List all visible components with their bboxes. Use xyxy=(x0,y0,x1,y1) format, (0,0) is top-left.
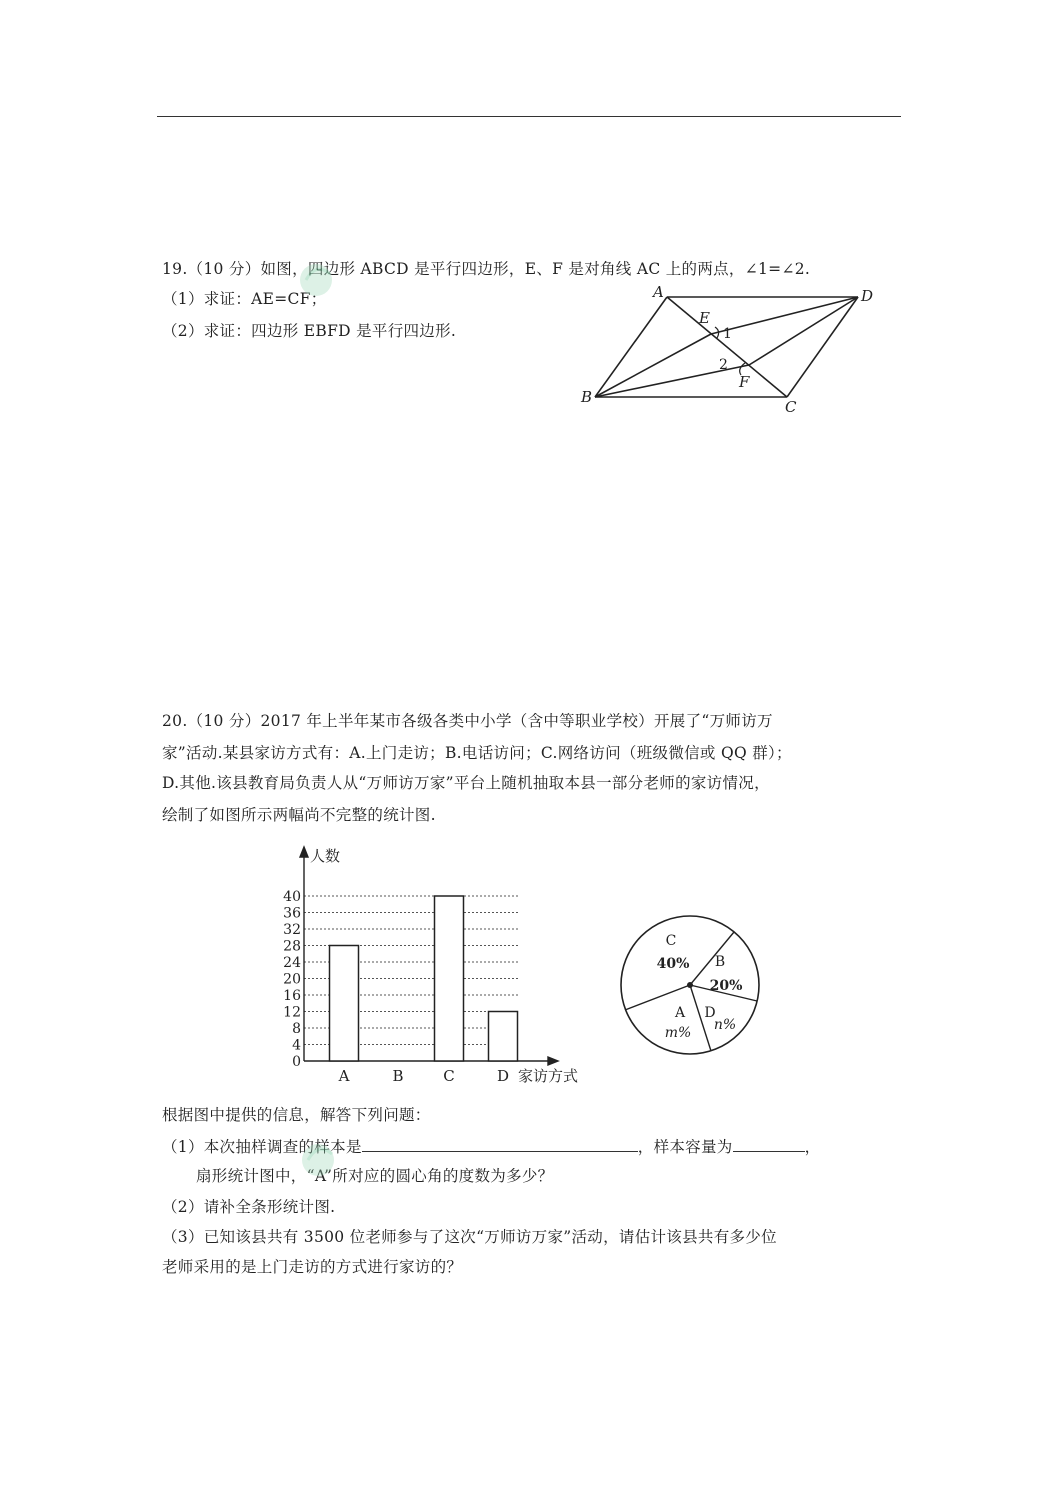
watermark-logo-icon xyxy=(298,240,388,310)
label-c: C xyxy=(785,398,797,416)
answer-blank-size[interactable] xyxy=(733,1136,805,1152)
q20-stem-line3: D.其他.该县教育局负责人从“万师访万家”平台上随机抽取本县一部分老师的家访情况， xyxy=(162,774,770,792)
q19-stem: 19.（10 分）如图，四边形 ABCD 是平行四边形，E、F 是对角线 AC 上的两点，∠1=∠2. xyxy=(162,260,811,278)
label-d: D xyxy=(861,287,874,305)
q20-part2: （2）请补全条形统计图. xyxy=(162,1198,336,1216)
y-tick-label: 36 xyxy=(283,905,301,922)
y-tick-label: 20 xyxy=(283,971,301,988)
watermark-logo-2-icon xyxy=(300,1120,390,1190)
label-angle2: 2 xyxy=(719,357,728,373)
q20-stem-line1: 20.（10 分）2017 年上半年某市各级各类中小学（含中等职业学校）开展了“万师访万 xyxy=(162,712,773,730)
q19-part2: （2）求证：四边形 EBFD 是平行四边形. xyxy=(162,322,457,340)
y-tick-label: 8 xyxy=(292,1021,301,1037)
q20-stem-line2: 家”活动.某县家访方式有：A.上门走访；B.电话访问；C.网络访问（班级微信或 QQ 群）； xyxy=(162,744,792,762)
pie-label-d: D xyxy=(704,1005,716,1021)
y-tick-label: 40 xyxy=(283,889,301,905)
answer-blank-sample[interactable] xyxy=(362,1136,638,1152)
q20-part3-line1: （3）已知该县共有 3500 位老师参与了这次“万师访万家”活动，请估计该县共有多少位 xyxy=(162,1228,777,1246)
y-tick-label: 24 xyxy=(283,955,301,971)
y-tick-label: 16 xyxy=(283,988,301,1004)
bar-c xyxy=(435,896,464,1061)
q20-part1-text-c: ， xyxy=(804,1138,821,1156)
x-category-label: B xyxy=(392,1067,404,1085)
label-f: F xyxy=(739,373,750,391)
pie-value-d: n% xyxy=(713,1017,737,1033)
y-tick-label: 0 xyxy=(292,1054,301,1070)
bar-a xyxy=(330,946,359,1062)
pie-value-c: 40% xyxy=(656,956,690,972)
watermark-logo-2 xyxy=(300,1120,390,1194)
pie-value-a: m% xyxy=(664,1025,692,1041)
label-angle1: 1 xyxy=(723,326,732,342)
parallelogram-figure xyxy=(575,283,885,418)
x-category-label: C xyxy=(443,1067,455,1085)
watermark-logo xyxy=(298,240,388,314)
header-rule xyxy=(157,116,901,117)
x-category-label: A xyxy=(338,1067,350,1085)
bar-chart xyxy=(278,843,598,1088)
q20-intro: 根据图中提供的信息，解答下列问题： xyxy=(162,1106,431,1124)
q20-part3-line2: 老师采用的是上门走访的方式进行家访的？ xyxy=(162,1258,463,1276)
bar-d xyxy=(489,1012,518,1062)
y-tick-label: 32 xyxy=(283,922,301,938)
q20-part1-text-a: （1）本次抽样调查的样本是 xyxy=(162,1138,362,1156)
pie-label-c: C xyxy=(665,933,677,949)
x-axis-label: 家访方式 xyxy=(518,1067,579,1085)
q20-stem-line4: 绘制了如图所示两幅尚不完整的统计图. xyxy=(162,806,436,824)
q20-part1-text-b: ，样本容量为 xyxy=(637,1138,733,1156)
y-tick-label: 4 xyxy=(292,1037,301,1054)
pie-center xyxy=(687,982,693,988)
label-b: B xyxy=(581,388,593,406)
y-axis-arrow xyxy=(300,847,308,857)
x-axis-arrow xyxy=(548,1057,558,1065)
pie-label-b: B xyxy=(714,954,726,970)
y-tick-label: 28 xyxy=(283,938,301,955)
y-axis-label: 人数 xyxy=(310,847,341,865)
y-tick-label: 12 xyxy=(283,1004,301,1021)
q20-part1-line1 xyxy=(162,1136,820,1157)
label-e: E xyxy=(699,309,710,327)
q20-part1-line2: 扇形统计图中，“A”所对应的圆心角的度数为多少？ xyxy=(196,1167,554,1185)
x-category-label: D xyxy=(496,1067,510,1085)
pie-chart xyxy=(615,910,765,1060)
label-a: A xyxy=(653,283,664,301)
q19-part1: （1）求证：AE=CF； xyxy=(162,290,327,308)
pie-label-a: A xyxy=(674,1005,686,1021)
pie-value-b: 20% xyxy=(709,978,743,994)
